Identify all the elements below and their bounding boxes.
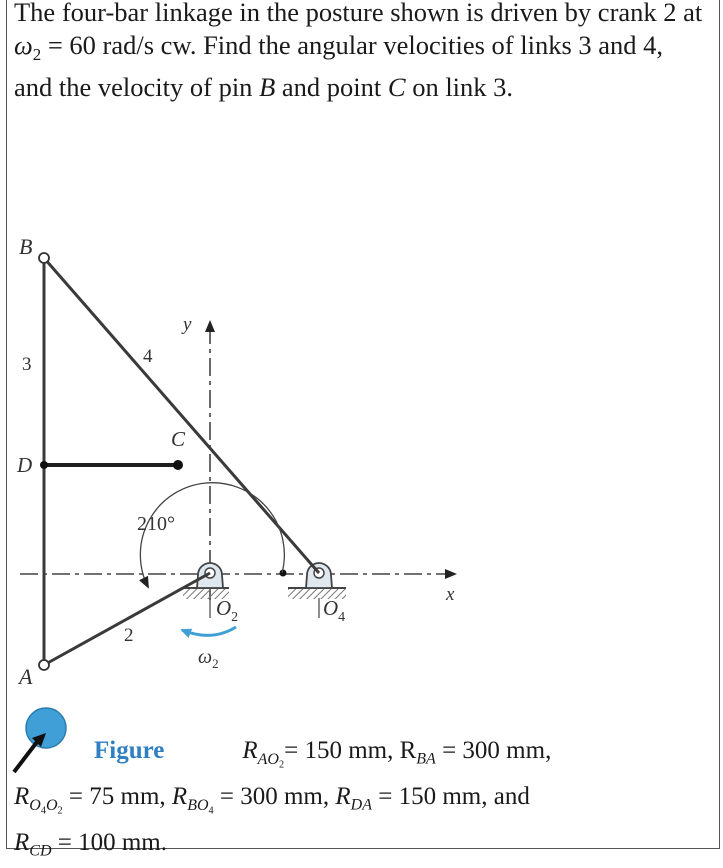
- label-omega: $\omega_2$: [198, 646, 219, 671]
- problem-statement: The four-bar linkage in the posture shown is driven by crank 2 at $\omega_2 = 60$ rad/s cw. Find the angular velocities of links 3 and 4, and the velocity of pin B and point C on link 3.: [14, 0, 703, 102]
- ground-o4: [288, 563, 346, 599]
- label-angle: 210°: [137, 513, 175, 535]
- omega-arrow: [182, 627, 236, 635]
- caption-line-3: $R_{CD} = 100$ mm.: [14, 829, 168, 860]
- label-a: A: [19, 664, 33, 689]
- label-d: D: [17, 453, 33, 477]
- label-link-2: 2: [124, 625, 134, 646]
- figure-caption: [14, 735, 704, 868]
- label-y: y: [183, 314, 192, 335]
- pin-a: [39, 660, 49, 670]
- ground-o2: [183, 563, 229, 599]
- label-link-3: 3: [22, 354, 32, 375]
- label-x: x: [446, 584, 455, 605]
- label-c: C: [171, 427, 186, 451]
- label-b: B: [19, 234, 33, 259]
- label-o2: $O_2$: [216, 596, 239, 625]
- figure-label[interactable]: Figure: [94, 737, 165, 764]
- point-d: [40, 461, 48, 469]
- pin-b: [39, 253, 49, 263]
- link-2: [44, 573, 210, 665]
- label-link-4: 4: [143, 346, 153, 367]
- point-c: [173, 460, 183, 470]
- caption-line-1: Figure $R_{AO_2}= 150$ mm, $R_{BA} = 300$ mm,: [94, 737, 552, 771]
- caption-line-2: $R_{O_4O_2} = 75$ mm, $R_{BO_4} = 300$ mm, $R_{DA} = 150$ mm, and: [14, 783, 530, 817]
- label-o4: $O_4$: [323, 596, 346, 625]
